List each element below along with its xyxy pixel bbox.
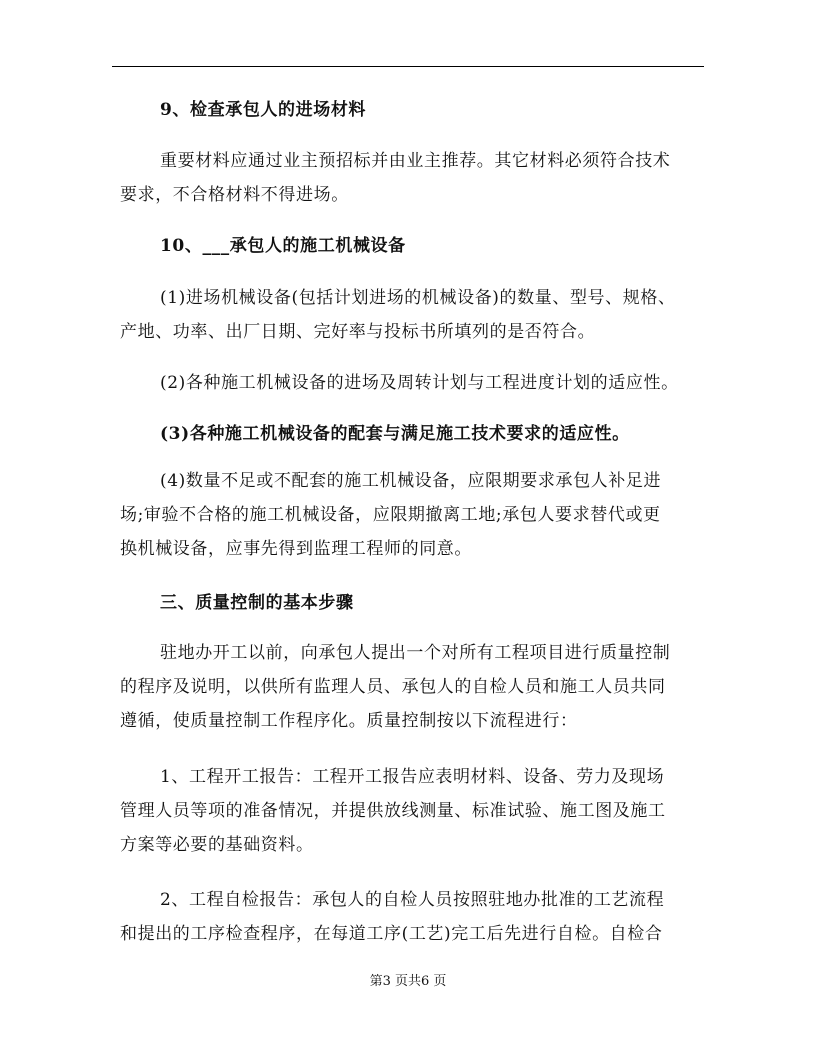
paragraph-line: 方案等必要的基础资料。 <box>120 835 314 855</box>
paragraph-line: 2、工程自检报告：承包人的自检人员按照驻地办批准的工艺流程 <box>160 890 665 910</box>
paragraph-line: 和提出的工序检查程序，在每道工序(工艺)完工后先进行自检。自检合 <box>120 924 663 944</box>
paragraph-line: (1)进场机械设备(包括计划进场的机械设备)的数量、型号、规格、 <box>160 288 676 308</box>
paragraph-line: 产地、功率、出厂日期、完好率与投标书所填列的是否符合。 <box>120 322 596 342</box>
paragraph-line: 管理人员等项的准备情况，并提供放线测量、标准试验、施工图及施工 <box>120 801 666 821</box>
header-rule <box>112 66 704 67</box>
paragraph-line: 要求，不合格材料不得进场。 <box>120 185 349 205</box>
paragraph-line: 换机械设备，应事先得到监理工程师的同意。 <box>120 539 472 559</box>
paragraph-line: (4)数量不足或不配套的施工机械设备，应限期要求承包人补足进 <box>160 471 662 491</box>
paragraph-line: 的程序及说明，以供所有监理人员、承包人的自检人员和施工人员共同 <box>120 677 666 697</box>
paragraph-line: 驻地办开工以前，向承包人提出一个对所有工程项目进行质量控制 <box>160 643 671 663</box>
paragraph-line: 1、工程开工报告：工程开工报告应表明材料、设备、劳力及现场 <box>160 767 665 787</box>
paragraph-line: 遵循，使质量控制工作程序化。质量控制按以下流程进行： <box>120 711 578 731</box>
paragraph-line: (2)各种施工机械设备的进场及周转计划与工程进度计划的适应性。 <box>160 373 679 393</box>
heading-section-3-quality-steps: 三、质量控制的基本步骤 <box>160 593 354 613</box>
heading-9-inspect-materials: 9、检查承包人的进场材料 <box>160 100 367 120</box>
page-number-footer: 第3 页共6 页 <box>369 974 447 989</box>
paragraph-line: 重要材料应通过业主预招标并由业主推荐。其它材料必须符合技术 <box>160 151 671 171</box>
paragraph-line: 场;审验不合格的施工机械设备，应限期撤离工地;承包人要求替代或更 <box>120 505 661 525</box>
heading-10-machinery: 10、___承包人的施工机械设备 <box>160 236 406 256</box>
paragraph-line-bold: (3)各种施工机械设备的配套与满足施工技术要求的适应性。 <box>160 424 630 444</box>
